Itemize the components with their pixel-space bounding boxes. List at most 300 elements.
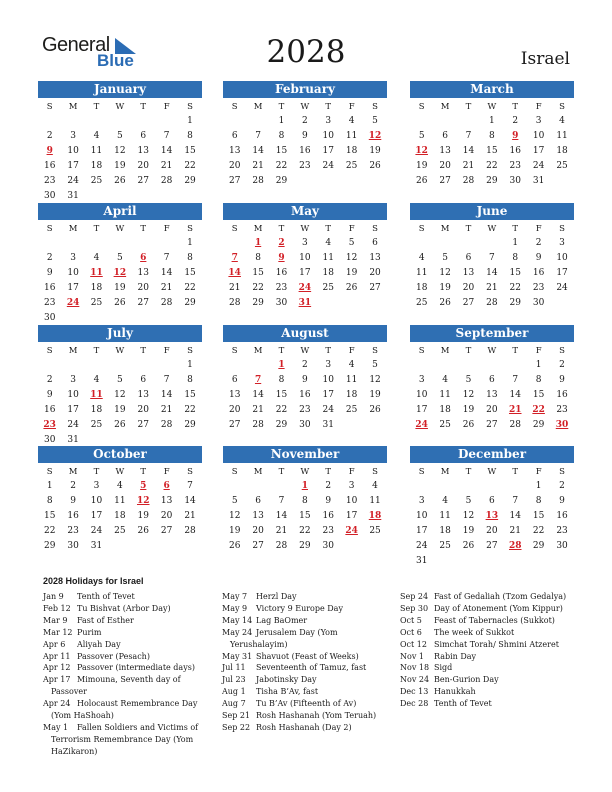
day-cell: 22 <box>184 283 196 293</box>
day-cell: 25 <box>345 405 358 415</box>
day-cell: 16 <box>509 146 521 156</box>
day-cell: 23 <box>43 176 56 186</box>
day-cell-holiday: 1 <box>254 238 262 248</box>
weekday-label: M <box>68 467 78 477</box>
weekday-label: M <box>253 224 263 234</box>
weekday-row <box>38 465 202 479</box>
day-cell: 22 <box>184 161 196 171</box>
day-blank <box>38 114 61 129</box>
day-cell: 8 <box>187 253 193 263</box>
day-cell: 10 <box>67 268 79 278</box>
day-cell: 28 <box>228 298 241 308</box>
day-cell: 24 <box>67 420 79 430</box>
day-cell: 1 <box>187 238 193 248</box>
holiday-row <box>43 603 215 615</box>
day-cell: 6 <box>231 131 238 141</box>
weekday-label: S <box>187 102 193 112</box>
day-cell: 3 <box>348 481 355 491</box>
holiday-date: Dec 28 <box>400 699 429 709</box>
day-cell: 30 <box>532 298 545 308</box>
holiday-row <box>400 662 576 674</box>
day-cell: 1 <box>489 116 495 126</box>
day-cell: 17 <box>67 405 79 415</box>
day-cell: 21 <box>462 161 475 171</box>
day-cell: 20 <box>462 283 475 293</box>
day-cell-holiday: 12 <box>113 268 127 278</box>
weekday-label: W <box>300 467 310 477</box>
day-cell: 4 <box>348 116 355 126</box>
weekday-label: T <box>278 102 285 112</box>
day-cell: 7 <box>163 131 170 141</box>
weekday-label: S <box>372 467 378 477</box>
day-cell: 23 <box>322 526 334 536</box>
holiday-name: Hanukkah <box>434 687 476 697</box>
day-cell: 18 <box>345 146 358 156</box>
day-cell: 15 <box>509 268 521 278</box>
day-cell: 15 <box>532 390 545 400</box>
day-cell: 8 <box>489 131 495 141</box>
holiday-name: Tu B’Av (Fifteenth of Av) <box>256 699 357 709</box>
weekday-label: F <box>535 346 542 356</box>
holiday-row <box>43 674 215 698</box>
weekday-label: T <box>512 224 519 234</box>
weekday-label: S <box>372 224 378 234</box>
day-cell: 1 <box>187 360 193 370</box>
day-cell-holiday: 12 <box>136 496 150 506</box>
day-cell: 18 <box>114 511 126 521</box>
day-blank <box>108 358 131 373</box>
month-header: November <box>223 446 387 463</box>
day-cell: 4 <box>442 496 448 506</box>
weekday-label: T <box>465 224 472 234</box>
weekday-label: T <box>465 346 472 356</box>
holiday-name: Lag BaOmer <box>256 615 308 625</box>
weekday-row <box>410 222 574 236</box>
holiday-date: Sep 22 <box>222 722 251 732</box>
day-grid <box>38 236 202 326</box>
holiday-name: Purim <box>77 627 102 637</box>
day-cell: 1 <box>535 360 542 370</box>
day-cell: 25 <box>556 161 568 171</box>
day-cell: 8 <box>278 131 285 141</box>
day-cell: 21 <box>160 161 173 171</box>
day-blank <box>38 236 61 251</box>
day-cell: 17 <box>556 268 568 278</box>
day-cell: 29 <box>43 541 56 551</box>
weekday-label: T <box>140 102 147 112</box>
day-cell: 27 <box>462 298 475 308</box>
day-cell: 15 <box>275 146 288 156</box>
month-header: January <box>38 81 202 98</box>
weekday-label: S <box>559 102 565 112</box>
day-cell: 29 <box>509 298 521 308</box>
day-cell: 8 <box>535 496 542 506</box>
holiday-name: Jerusalem Day (Yom Yerushalayim) <box>230 627 338 649</box>
day-cell: 16 <box>275 268 288 278</box>
holiday-row <box>400 698 576 710</box>
holiday-date: Oct 5 <box>400 615 422 625</box>
day-cell: 12 <box>228 511 241 521</box>
day-cell-holiday: 9 <box>278 253 285 263</box>
day-cell: 14 <box>509 511 521 521</box>
day-cell: 26 <box>439 298 451 308</box>
weekday-label: M <box>253 346 263 356</box>
day-cell: 1 <box>535 481 542 491</box>
day-grid <box>410 236 574 311</box>
day-cell: 23 <box>509 161 521 171</box>
day-cell: 13 <box>137 146 149 156</box>
day-blank <box>132 358 155 373</box>
day-cell: 19 <box>345 268 358 278</box>
day-cell: 1 <box>278 116 285 126</box>
day-cell: 10 <box>299 253 311 263</box>
weekday-label: F <box>348 467 355 477</box>
weekday-label: S <box>231 102 238 112</box>
day-cell: 8 <box>512 253 519 263</box>
month-may <box>223 203 387 311</box>
weekday-label: T <box>512 467 519 477</box>
day-cell: 11 <box>345 131 358 141</box>
holiday-date: Jul 11 <box>222 663 246 673</box>
day-cell: 16 <box>67 511 79 521</box>
day-cell: 16 <box>43 405 56 415</box>
day-cell: 18 <box>556 146 568 156</box>
day-cell-holiday: 9 <box>512 131 519 141</box>
day-cell: 8 <box>302 496 308 506</box>
day-blank <box>223 358 246 373</box>
day-blank <box>504 358 527 373</box>
holiday-name: The week of Sukkot <box>434 627 515 637</box>
day-cell: 14 <box>275 511 288 521</box>
weekday-row <box>410 344 574 358</box>
day-cell: 2 <box>559 481 565 491</box>
day-cell: 14 <box>486 268 498 278</box>
day-cell: 3 <box>325 116 332 126</box>
holiday-date: Jan 9 <box>43 592 64 601</box>
logo-general-text: General <box>42 34 110 56</box>
day-cell: 22 <box>486 161 498 171</box>
holiday-row <box>222 603 394 615</box>
day-blank <box>223 114 246 129</box>
day-blank <box>410 114 433 129</box>
day-cell-holiday: 24 <box>415 420 428 430</box>
day-cell: 14 <box>160 146 173 156</box>
day-cell: 19 <box>439 283 451 293</box>
day-cell: 30 <box>509 176 521 186</box>
holiday-name: Jabotinsky Day <box>256 675 317 685</box>
day-grid <box>38 358 202 448</box>
day-cell: 6 <box>231 375 238 385</box>
day-blank <box>246 479 269 494</box>
holiday-date: Aug 1 <box>222 687 246 697</box>
weekday-label: W <box>487 467 497 477</box>
day-cell: 20 <box>369 268 381 278</box>
day-cell: 11 <box>556 131 568 141</box>
holiday-date: Mar 12 <box>43 627 73 637</box>
month-header: August <box>223 325 387 342</box>
day-cell: 31 <box>67 191 79 201</box>
day-cell: 13 <box>462 268 475 278</box>
weekday-label: T <box>93 467 100 477</box>
day-blank <box>457 114 480 129</box>
day-cell: 13 <box>137 268 149 278</box>
day-cell: 23 <box>299 405 311 415</box>
holiday-name: Fast of Gedaliah (Tzom Gedalya) <box>434 592 567 601</box>
day-cell: 2 <box>46 131 53 141</box>
day-cell-holiday: 24 <box>298 283 312 293</box>
day-blank <box>132 236 155 251</box>
weekday-label: M <box>440 224 450 234</box>
day-blank <box>246 358 269 373</box>
holiday-date: Feb 12 <box>43 603 71 613</box>
day-cell: 20 <box>439 161 451 171</box>
weekday-label: S <box>46 467 53 477</box>
day-cell: 23 <box>299 161 311 171</box>
day-cell: 6 <box>489 375 495 385</box>
day-cell: 27 <box>439 176 451 186</box>
day-grid <box>223 236 387 311</box>
day-cell: 14 <box>160 390 173 400</box>
day-blank <box>85 358 108 373</box>
day-cell: 4 <box>372 481 378 491</box>
day-cell: 19 <box>114 405 126 415</box>
day-grid <box>223 479 387 554</box>
holiday-row <box>400 674 576 686</box>
day-cell: 13 <box>228 390 241 400</box>
day-cell: 26 <box>228 541 241 551</box>
holiday-name: Passover (Pesach) <box>77 651 150 661</box>
day-grid <box>410 479 574 569</box>
weekday-label: W <box>300 346 310 356</box>
holiday-date: May 31 <box>222 651 253 661</box>
day-cell: 30 <box>43 313 56 323</box>
day-cell: 25 <box>90 176 103 186</box>
holiday-row <box>400 686 576 698</box>
day-blank <box>457 358 480 373</box>
weekday-label: M <box>440 346 450 356</box>
holiday-row <box>43 698 215 722</box>
day-cell: 20 <box>137 283 149 293</box>
day-cell: 20 <box>228 405 241 415</box>
day-cell: 30 <box>275 298 288 308</box>
day-cell: 5 <box>117 375 123 385</box>
day-cell: 9 <box>559 496 565 506</box>
day-cell: 16 <box>322 511 334 521</box>
holiday-row <box>222 591 394 603</box>
holiday-name: Tenth of Tevet <box>434 699 492 709</box>
holiday-row <box>400 591 576 603</box>
weekday-row <box>410 465 574 479</box>
weekday-label: S <box>187 346 193 356</box>
day-cell: 14 <box>509 390 521 400</box>
day-cell: 15 <box>43 511 56 521</box>
day-cell: 20 <box>228 161 241 171</box>
day-cell: 24 <box>415 541 428 551</box>
day-cell: 29 <box>299 541 311 551</box>
day-cell: 17 <box>90 511 103 521</box>
day-cell: 5 <box>465 375 472 385</box>
day-cell: 25 <box>90 298 103 308</box>
day-cell: 27 <box>369 283 381 293</box>
weekday-label: F <box>348 102 355 112</box>
weekday-label: T <box>140 224 147 234</box>
day-cell: 6 <box>372 238 378 248</box>
day-cell: 4 <box>442 375 448 385</box>
holiday-name: Tenth of Tevet <box>77 592 135 601</box>
weekday-label: T <box>512 346 519 356</box>
day-cell: 2 <box>559 360 565 370</box>
weekday-label: W <box>487 346 497 356</box>
day-cell: 7 <box>465 131 472 141</box>
day-cell: 17 <box>322 146 334 156</box>
day-cell: 31 <box>67 435 79 445</box>
day-cell: 28 <box>486 298 498 308</box>
day-cell: 6 <box>489 496 495 506</box>
holiday-date: Apr 6 <box>43 639 66 649</box>
day-grid <box>410 358 574 433</box>
day-cell: 14 <box>252 390 264 400</box>
day-cell: 26 <box>114 176 126 186</box>
day-cell-holiday: 22 <box>532 405 545 415</box>
day-cell: 4 <box>93 131 100 141</box>
weekday-row <box>223 465 387 479</box>
day-cell: 26 <box>114 298 126 308</box>
day-cell: 12 <box>462 390 475 400</box>
day-cell: 3 <box>302 238 308 248</box>
day-cell: 9 <box>559 375 565 385</box>
day-cell: 8 <box>46 496 53 506</box>
day-cell: 4 <box>93 375 100 385</box>
day-cell: 9 <box>46 390 53 400</box>
holiday-row <box>400 615 576 627</box>
day-blank <box>85 236 108 251</box>
day-cell-holiday: 12 <box>368 131 382 141</box>
day-cell-holiday: 31 <box>298 298 312 308</box>
holiday-row <box>43 615 215 627</box>
holiday-date: Oct 6 <box>400 627 422 637</box>
day-cell: 25 <box>322 283 334 293</box>
weekday-row <box>38 344 202 358</box>
month-june <box>410 203 574 311</box>
day-blank <box>155 358 178 373</box>
day-cell: 17 <box>322 390 334 400</box>
day-cell: 19 <box>415 161 428 171</box>
day-cell: 5 <box>117 253 123 263</box>
day-cell: 19 <box>369 390 381 400</box>
day-cell: 10 <box>556 253 568 263</box>
day-cell: 18 <box>439 405 451 415</box>
day-cell: 8 <box>278 375 285 385</box>
day-cell: 26 <box>114 420 126 430</box>
day-cell: 25 <box>439 541 451 551</box>
day-blank <box>246 114 269 129</box>
holiday-row <box>222 662 394 674</box>
day-cell: 16 <box>556 390 568 400</box>
day-cell-holiday: 13 <box>485 511 499 521</box>
day-cell: 17 <box>67 283 79 293</box>
day-cell: 15 <box>532 511 545 521</box>
weekday-label: S <box>559 346 565 356</box>
day-cell: 14 <box>462 146 475 156</box>
day-cell: 21 <box>275 526 288 536</box>
weekday-label: S <box>372 346 378 356</box>
weekday-row <box>223 344 387 358</box>
day-cell: 8 <box>535 375 542 385</box>
weekday-label: S <box>231 346 238 356</box>
day-cell: 18 <box>415 283 428 293</box>
day-cell: 30 <box>322 541 334 551</box>
day-cell: 9 <box>46 268 53 278</box>
weekday-label: M <box>440 467 450 477</box>
day-cell: 24 <box>322 161 334 171</box>
holiday-name: Rabin Day <box>434 651 477 661</box>
holiday-name: Tu Bishvat (Arbor Day) <box>77 603 171 613</box>
day-cell: 20 <box>252 526 264 536</box>
day-cell: 11 <box>345 375 358 385</box>
month-december <box>410 446 574 569</box>
holiday-name: Tisha B’Av, fast <box>256 687 319 697</box>
day-cell: 16 <box>532 268 545 278</box>
day-cell-holiday: 24 <box>66 298 80 308</box>
weekday-label: M <box>253 102 263 112</box>
day-blank <box>410 236 433 251</box>
holiday-date: Aug 7 <box>222 699 246 709</box>
weekday-label: S <box>46 346 53 356</box>
weekday-label: F <box>348 224 355 234</box>
day-cell-holiday: 2 <box>278 238 285 248</box>
holiday-date: Apr 24 <box>43 699 71 709</box>
weekday-label: T <box>512 102 519 112</box>
day-cell: 15 <box>184 390 196 400</box>
day-cell: 7 <box>489 253 495 263</box>
weekday-label: S <box>372 102 378 112</box>
day-blank <box>85 114 108 129</box>
day-cell: 26 <box>415 176 428 186</box>
day-cell: 25 <box>345 161 358 171</box>
day-cell: 31 <box>415 556 428 566</box>
weekday-label: F <box>163 467 170 477</box>
day-cell: 24 <box>556 283 568 293</box>
day-cell: 10 <box>90 496 103 506</box>
day-cell-holiday: 6 <box>163 481 170 491</box>
day-cell: 15 <box>275 390 288 400</box>
day-cell: 7 <box>512 496 519 506</box>
day-blank <box>132 114 155 129</box>
holiday-name: Herzl Day <box>256 592 297 601</box>
logo-blue-text: Blue <box>97 51 134 70</box>
weekday-label: T <box>93 224 100 234</box>
day-cell: 27 <box>137 298 149 308</box>
holiday-row <box>43 651 215 663</box>
day-cell: 22 <box>299 526 311 536</box>
day-cell: 22 <box>275 405 288 415</box>
day-cell: 29 <box>184 298 196 308</box>
day-cell: 23 <box>67 526 79 536</box>
day-cell: 13 <box>137 390 149 400</box>
day-cell: 27 <box>228 176 241 186</box>
day-cell: 25 <box>114 526 126 536</box>
month-october <box>38 446 202 554</box>
day-cell: 17 <box>415 526 428 536</box>
weekday-label: M <box>68 102 78 112</box>
day-cell: 3 <box>93 481 100 491</box>
holiday-row <box>222 698 394 710</box>
weekday-label: S <box>46 102 53 112</box>
day-cell: 6 <box>465 253 472 263</box>
holiday-name: Rosh Hashanah (Yom Teruah) <box>256 711 377 721</box>
day-cell: 11 <box>114 496 126 506</box>
day-cell-holiday: 6 <box>140 253 147 263</box>
